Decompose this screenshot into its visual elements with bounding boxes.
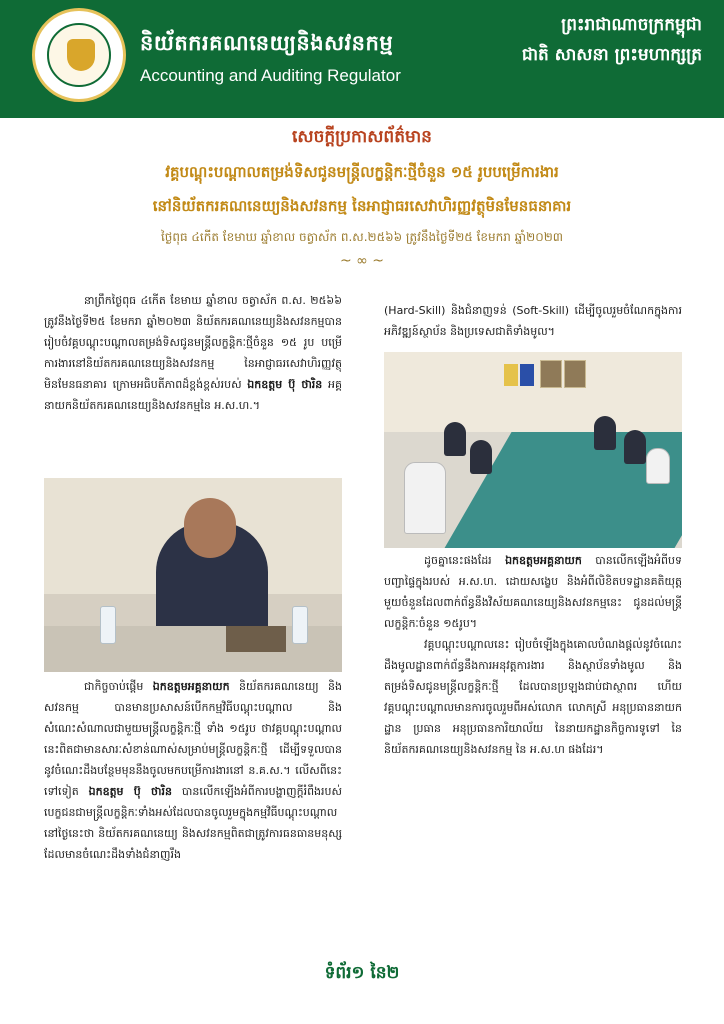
left-para1-end: អគ្គនាយកនិយ័តករគណនេយ្យនិងសវនកម្មនៃ អ.ស.ហ.។	[44, 378, 343, 412]
emblem-icon	[67, 39, 95, 71]
left-para1-text: នាព្រឹកថ្ងៃពុធ ៤កើត ខែមាឃ ឆ្នាំខាល ចត្វាស័ក ព.ស. ២៥៦៦ ត្រូវនឹងថ្ងៃទី២៥ ខែមករា ឆ្នាំ២០២៣ និយ័តករគណនេយ្យនិងសវនកម្មបានរៀបចំវគ្គបណ្តុះបណ្តាលតម្រង់ទិសជូនមន្ត្រីលក្ខន្តិកៈថ្មីចំនួន ១៥ រូប បម្រើការងារនៅនិយ័តករគណនេយ្យនិងសវនកម្ម នៃអាជ្ញាធរសេវាហិរញ្ញវត្ថុមិនមែនធនាគារ ក្រោមអធិបតីភាពដ៏ខ្ពង់ខ្ពស់របស់	[44, 294, 342, 391]
left-column-continued	[44, 676, 342, 865]
right-column-bottom	[384, 550, 682, 760]
flag-icon	[504, 364, 518, 386]
left-para2-name2: ឯកឧត្តម ប៊ុ ថារិន	[88, 785, 172, 798]
flag-icon	[520, 364, 534, 386]
header-banner	[0, 0, 724, 118]
page-number: ទំព័រ១ នៃ២	[324, 963, 400, 983]
right-column-top	[384, 300, 682, 342]
divider-ornament: ~ ∞ ~	[339, 253, 385, 269]
attendee-figure	[624, 430, 646, 464]
org-name-khmer: និយ័តករគណនេយ្យនិងសវនកម្ម	[140, 31, 394, 55]
water-bottle-icon	[292, 606, 308, 644]
right-paragraph-1: (Hard-Skill) និងជំនាញទន់ (Soft-Skill) ដើម្បីចូលរួមចំណែកក្នុងការអភិវឌ្ឍន៍ស្ថាប័ន និងប្រទេសជាតិទាំងមូល។	[384, 304, 682, 338]
water-bottle-icon	[100, 606, 116, 644]
right-paragraph-2	[384, 550, 682, 634]
release-date: ថ្ងៃពុធ ៤កើត ខែមាឃ ឆ្នាំខាល ចត្វាស័ក ព.ស.២៥៦៦ ត្រូវនឹងថ្ងៃទី២៥ ខែមករា ឆ្នាំ២០២៣	[160, 230, 564, 244]
left-paragraph-2	[44, 676, 342, 865]
left-para2-end: បានលើកឡើងអំពីការបង្ហាញក្តីរំពឹងរបស់បេក្ខជនជាមន្ត្រីលក្ខន្តិកៈទាំងអស់ដែលបានចូលរួមក្នុងកម្មវិធីបណ្តុះបណ្តាលនៅថ្ងៃនេះថា និយ័តករគណនេយ្យ និងសវនកម្មពិតជាត្រូវការធនធានមនុស្សដែលមានចំណេះដឹងទាំងជំនាញរឹង	[44, 785, 342, 861]
kingdom-motto-line2: ជាតិ សាសនា ព្រះមហាក្សត្រ	[521, 45, 702, 65]
aar-logo	[32, 8, 126, 102]
right-para2-name: ឯកឧត្តមអគ្គនាយក	[505, 554, 582, 567]
logo-inner-ring	[47, 23, 111, 87]
attendee-figure	[404, 462, 446, 534]
portrait-icon	[540, 360, 562, 388]
attendee-figure	[470, 440, 492, 474]
left-paragraph-1	[44, 290, 342, 416]
attendee-figure	[594, 416, 616, 450]
right-para2-start: ដូចគ្នានេះផងដែរ	[424, 554, 506, 567]
photo-person-head	[184, 498, 236, 558]
org-name-english: Accounting and Auditing Regulator	[140, 66, 401, 85]
right-para2-text: បានលើកឡើងអំពីបទបញ្ជាផ្ទៃក្នុងរបស់ អ.ស.ហ. ដោយសង្ខេប និងអំពីលិខិតបទដ្ឋានគតិយុត្តមួយចំនួនដែលពាក់ព័ន្ធនឹងវិស័យគណនេយ្យនិងសវនកម្មនេះ ជូនដល់មន្ត្រីលក្ខន្តិកៈចំនួន ១៥រូប។	[384, 554, 682, 630]
left-para2-name: ឯកឧត្តមអគ្គនាយក	[152, 680, 230, 693]
photo-desk-box	[226, 626, 286, 652]
right-paragraph-3: វគ្គបណ្តុះបណ្តាលនេះ រៀបចំឡើងក្នុងគោលបំណងផ្តល់នូវចំណេះដឹងមូលដ្ឋានពាក់ព័ន្ធនឹងការអនុវត្តការងារ និងស្ថាប័នទាំងមូល និងតម្រង់ទិសជូនមន្ត្រីលក្ខន្តិកៈថ្មី ដែលបានប្រឡងជាប់ជាស្ថាពរ ហើយវគ្គបណ្តុះបណ្តាលមានការចូលរួមពីអស់លោក លោកស្រី អនុប្រធាននាយកដ្ឋាន ប្រធាន អនុប្រធានការិយាល័យ នៃនាយកដ្ឋានកិច្ចការទូទៅ នៃនិយ័តករគណនេយ្យនិងសវនកម្ម នៃ អ.ស.ហ ផងដែរ។	[384, 638, 682, 756]
press-release-heading: សេចក្តីប្រកាសព័ត៌មាន	[292, 127, 432, 147]
title-block	[0, 126, 724, 269]
kingdom-motto-line1: ព្រះរាជាណាចក្រកម្ពុជា	[561, 15, 702, 35]
left-para1-name: ឯកឧត្តម ប៊ុ ថារិន	[247, 378, 323, 391]
left-column	[44, 290, 342, 416]
headline-line2: នៅនិយ័តករគណនេយ្យនិងសវនកម្ម នៃអាជ្ញាធរសេវាហិរញ្ញវត្ថុមិនមែនធនាគារ	[152, 197, 572, 215]
headline-line1: វគ្គបណ្តុះបណ្តាលតម្រង់ទិសជូនមន្ត្រីលក្ខន្តិកៈថ្មីចំនួន ១៥ រូបបម្រើការងារ	[165, 163, 559, 181]
left-para2-text: និយ័តករគណនេយ្យ និងសវនកម្ម បានមានប្រសាសន៍បើកកម្មវិធីបណ្តុះបណ្តាល និងសំណេះសំណាលជាមួយមន្ត្រីលក្ខន្តិកៈថ្មី ទាំង ១៥រូប ថាវគ្គបណ្តុះបណ្តាលនេះពិតជាមានសារៈសំខាន់ណាស់សម្រាប់មន្ត្រីលក្ខន្តិកៈថ្មី ដើម្បីទទួលបាននូវចំណេះដឹងបន្ថែមមុននឹងចូលមកបម្រើការងារនៅ ន.គ.ស.។ លើសពីនេះទៅទៀត	[44, 680, 342, 798]
attendee-figure	[646, 448, 670, 484]
left-para2-start: ជាកិច្ចចាប់ផ្តើម	[84, 680, 153, 693]
photo-meeting-room	[384, 352, 682, 548]
photo-director-general	[44, 478, 342, 672]
attendee-figure	[444, 422, 466, 456]
portrait-icon	[564, 360, 586, 388]
